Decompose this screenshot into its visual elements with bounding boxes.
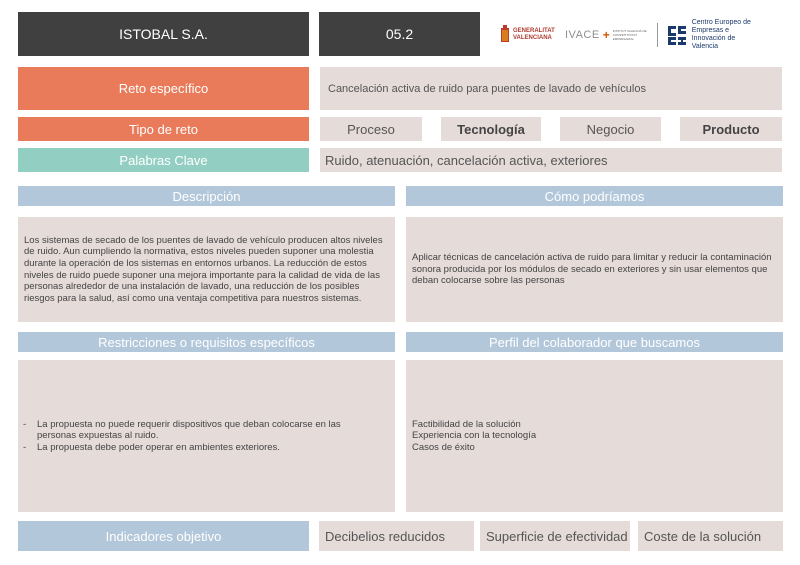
palabras-label: Palabras Clave [18, 148, 309, 172]
divider [657, 23, 658, 47]
challenge-code: 05.2 [319, 12, 480, 56]
generalitat-text: GENERALITAT VALENCIANA [513, 28, 555, 41]
perfil-header: Perfil del colaborador que buscamos [406, 332, 783, 352]
tipo-option-proceso[interactable]: Proceso [320, 117, 422, 141]
indicador-item: Coste de la solución [638, 521, 783, 551]
indicador-item: Decibelios reducidos [319, 521, 474, 551]
restricciones-box [18, 360, 395, 512]
generalitat-logo [500, 25, 557, 45]
indicadores-label: Indicadores objetivo [18, 521, 309, 551]
perfil-item: Experiencia con la tecnología [412, 430, 537, 442]
tipo-option-tecnologia[interactable]: Tecnología [441, 117, 541, 141]
ceei-emblem-icon [666, 24, 688, 46]
ceei-logo [666, 19, 762, 51]
como-text: Aplicar técnicas de cancelación activa de ruido para limitar y reducir la contaminación sonora producida por los módulos de secado en exteriores y sin usar elementos que deban colocarse sobre las personas [412, 252, 772, 287]
generalitat-emblem-icon [500, 25, 510, 45]
logos [500, 20, 780, 50]
palabras-value: Ruido, atenuación, cancelación activa, exteriores [320, 148, 782, 172]
restricciones-list [18, 419, 368, 454]
descripcion-text: Los sistemas de secado de los puentes de lavado de vehículo producen altos niveles de ruido. Aun cumpliendo la normativa, estos niveles pueden suponer una molestia durante la operación de los sistemas en entornos urbanos. La reducción de estos niveles de ruido puede suponer una mejora importante para la calidad de vida de las personas alrededor de una instalación de lavado, una reducción de los posibles riesgos para la salud, así como una ventaja competitiva para nuestros sistemas. [24, 234, 383, 304]
ivace-subtext: INSTITUT VALENCIÀ DE COMPETITIVITAT EMPRESARIAL [612, 29, 647, 41]
ceei-text: Centro Europeo de Empresas e Innovación de Valencia [691, 19, 751, 50]
como-header: Cómo podríamos [406, 186, 783, 206]
como-box [406, 217, 783, 322]
restricciones-header: Restricciones o requisitos específicos [18, 332, 395, 352]
ivace-plus-icon: + [602, 28, 610, 42]
ivace-logo [565, 28, 649, 42]
indicador-item: Superficie de efectividad [480, 521, 630, 551]
restriccion-item: - La propuesta debe poder operar en ambientes exteriores. [18, 442, 368, 454]
perfil-box [406, 360, 783, 512]
perfil-list [412, 419, 536, 454]
tipo-option-producto[interactable]: Producto [680, 117, 782, 141]
perfil-item: Casos de éxito [412, 441, 475, 453]
descripcion-header: Descripción [18, 186, 395, 206]
restriccion-item: - La propuesta no puede requerir dispositivos que deban colocarse en las personas expuestas al ruido. [18, 419, 368, 442]
ivace-text: IVACE [565, 29, 600, 41]
reto-label: Reto específico [18, 67, 309, 110]
tipo-option-negocio[interactable]: Negocio [560, 117, 661, 141]
company-name: ISTOBAL S.A. [18, 12, 309, 56]
descripcion-box [18, 217, 395, 322]
reto-value: Cancelación activa de ruido para puentes de lavado de vehículos [320, 67, 782, 110]
perfil-item: Factibilidad de la solución [412, 418, 521, 430]
tipo-label: Tipo de reto [18, 117, 309, 141]
